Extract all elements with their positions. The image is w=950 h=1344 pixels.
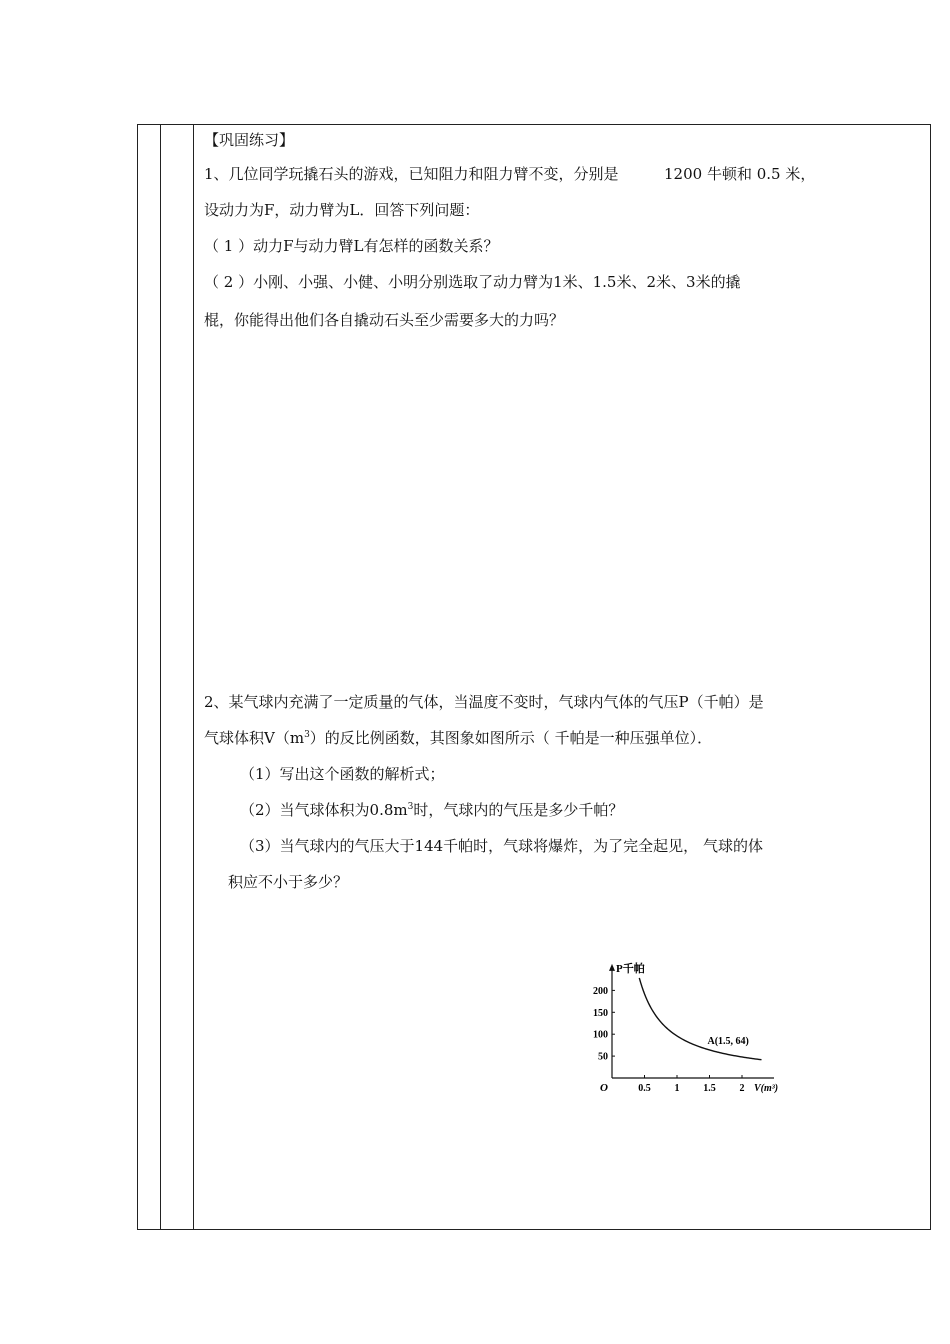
chart-curve bbox=[639, 978, 761, 1060]
y-axis-label: P千帕 bbox=[616, 962, 645, 975]
x-tick-label: 1 bbox=[674, 1083, 680, 1094]
y-tick-label: 200 bbox=[593, 985, 608, 997]
y-tick-label: 50 bbox=[598, 1051, 608, 1063]
q1-sub2-line2: 棍，你能得出他们各自撬动石头至少需要多大的力吗？ bbox=[204, 311, 565, 329]
y-axis-arrow bbox=[609, 964, 615, 971]
q1-line1a: 1、几位同学玩撬石头的游戏，已知阻力和阻力臂不变，分别是 bbox=[204, 165, 619, 183]
q2-sub2 bbox=[240, 800, 623, 820]
q2-sub2a: （2）当气球体积为0.8m bbox=[240, 801, 408, 819]
q2-sub1: （1）写出这个函数的解析式； bbox=[240, 765, 445, 783]
q1-line2: 设动力为F，动力臂为L．回答下列问题： bbox=[204, 201, 480, 219]
q2-line2a: 气球体积V（m bbox=[204, 729, 305, 747]
x-tick-label: 0.5 bbox=[638, 1083, 651, 1094]
x-axis-label: V(m³) bbox=[754, 1083, 779, 1094]
chart-labels bbox=[600, 961, 778, 1094]
q2-sub3-line2: 积应不小于多少？ bbox=[228, 873, 349, 891]
q2-sub2b: 时，气球内的气压是多少千帕？ bbox=[413, 801, 624, 819]
x-tick-label: 2 bbox=[739, 1083, 745, 1094]
column-divider-1 bbox=[160, 124, 161, 1230]
q2-sub2-sup: 3 bbox=[407, 802, 414, 812]
chart-axes bbox=[609, 964, 774, 1078]
q1-sub2-line1: （ 2 ）小刚、小强、小健、小明分别选取了动力臂为1米、1.5米、2米、3米的撬 bbox=[204, 273, 741, 291]
pressure-volume-chart bbox=[590, 920, 810, 1100]
q2-line2-sup: 3 bbox=[304, 730, 310, 740]
inverse-curve bbox=[639, 978, 761, 1060]
q1-line1b: 1200 牛顿和 0.5 米， bbox=[664, 165, 816, 183]
q2-line2 bbox=[204, 728, 712, 748]
origin-label: O bbox=[600, 1082, 608, 1094]
q2-sub3-line1: （3）当气球内的气压大于144千帕时，气球将爆炸，为了完全起见， 气球的体 bbox=[240, 837, 763, 855]
x-tick-label: 1.5 bbox=[703, 1083, 716, 1094]
section-title: 【巩固练习】 bbox=[204, 131, 295, 149]
y-tick-label: 150 bbox=[593, 1007, 608, 1019]
y-tick-label: 100 bbox=[593, 1029, 608, 1041]
q2-line1: 2、某气球内充满了一定质量的气体，当温度不变时，气球内气体的气压P（千帕）是 bbox=[204, 693, 764, 711]
q1-sub1: （ 1 ）动力F与动力臂L有怎样的函数关系？ bbox=[204, 237, 499, 255]
point-a-label: A(1.5, 64) bbox=[707, 1035, 749, 1047]
column-divider-2 bbox=[193, 124, 194, 1230]
q2-line2b: ）的反比例函数，其图象如图所示（ 千帕是一种压强单位）． bbox=[309, 729, 713, 747]
